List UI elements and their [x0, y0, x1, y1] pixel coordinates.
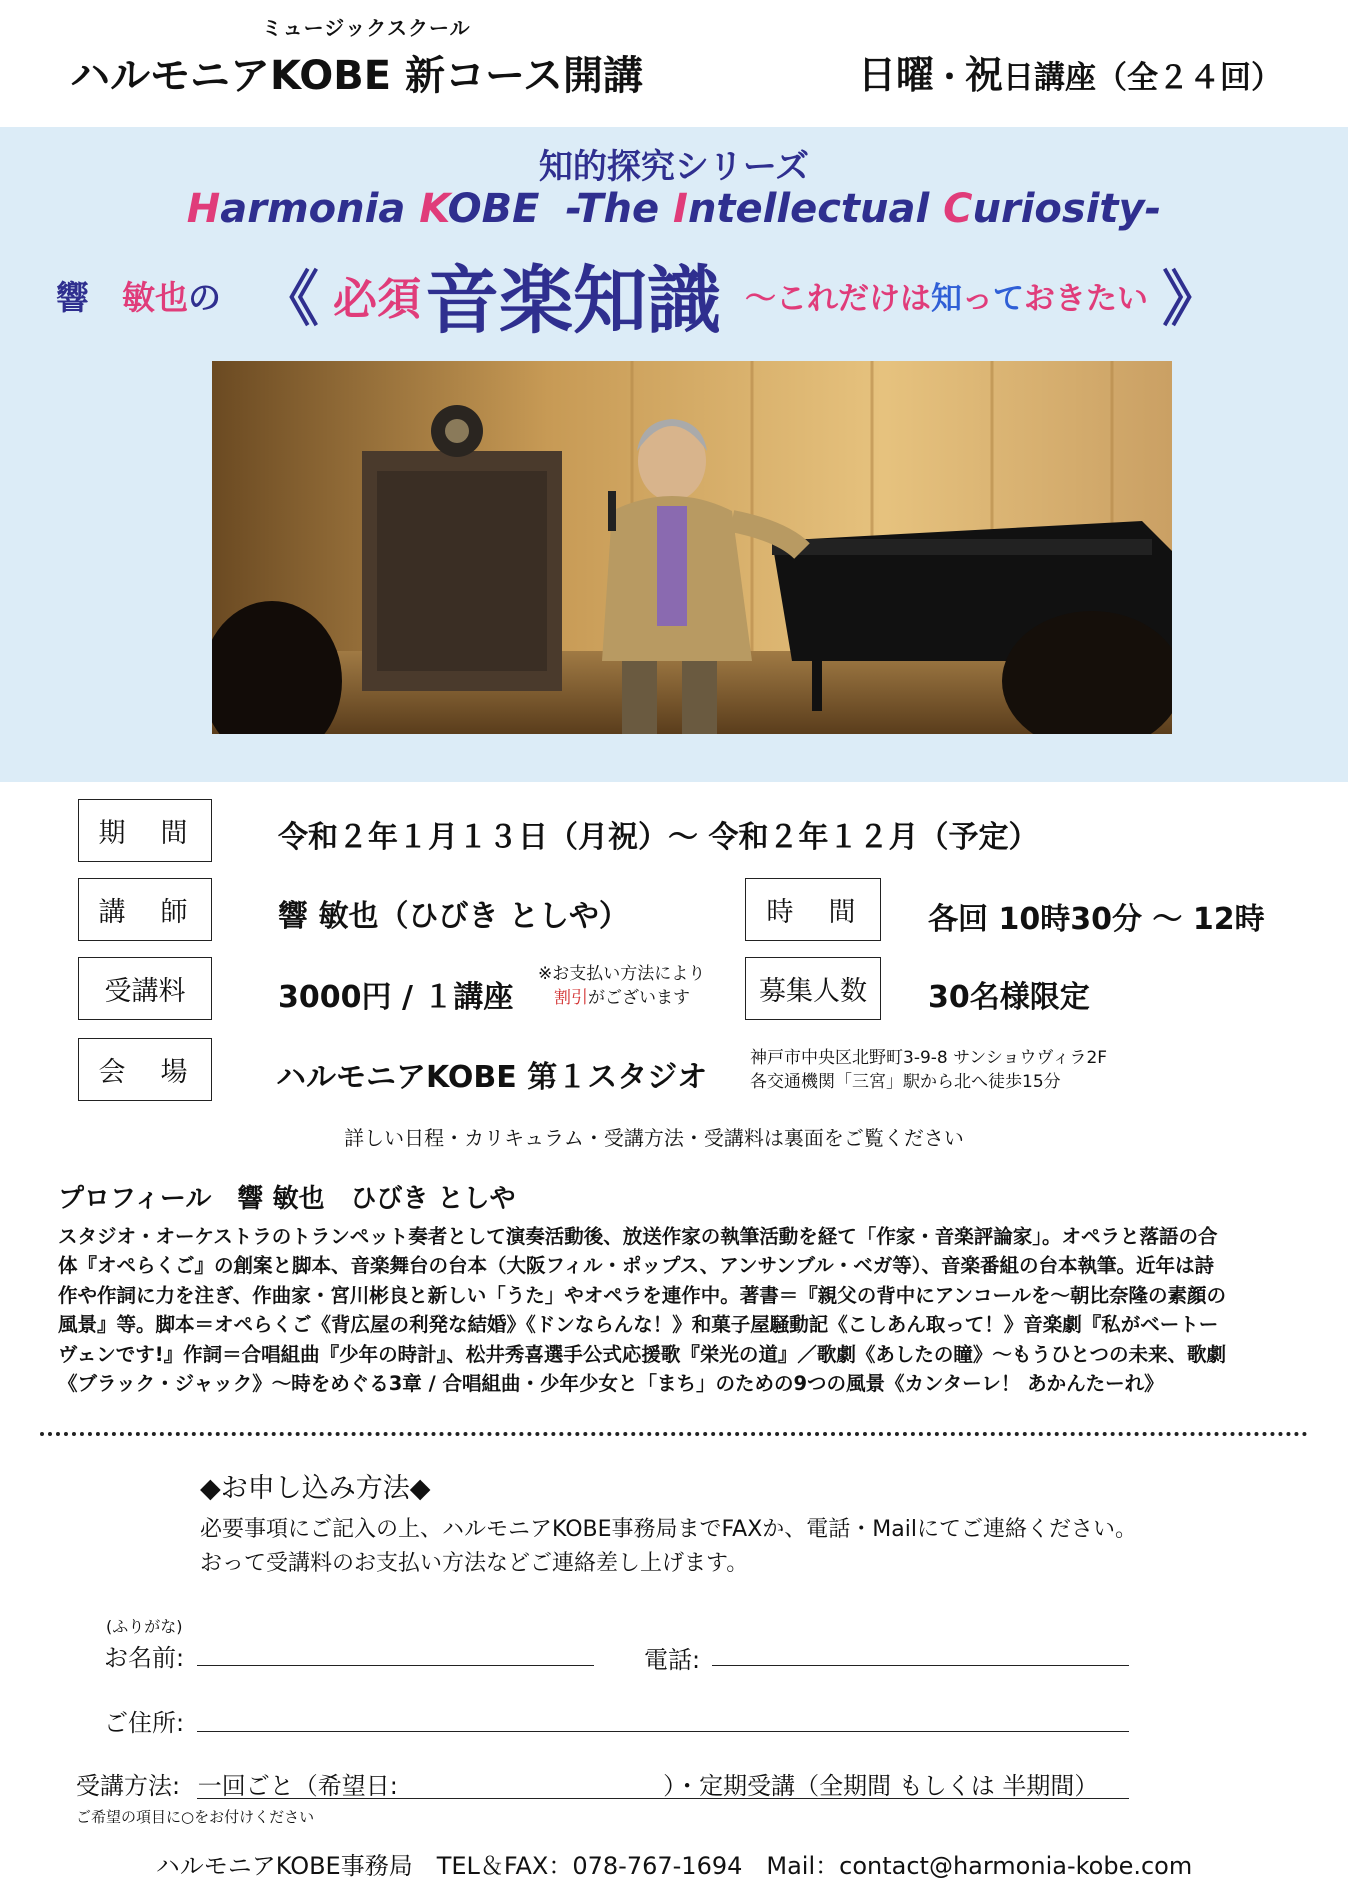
capacity-value: 30名様限定 [928, 980, 1090, 1015]
school-title: ハルモニアKOBE 新コース開講 [70, 53, 643, 99]
method-regular[interactable]: ）・定期受講（全期間 もしくは 半期間） [663, 1772, 1099, 1800]
subtitle-c: っ [962, 280, 993, 317]
period-value: 令和２年１月１３日（月祝）〜 令和２年１２月（予定） [278, 820, 1039, 855]
method-row [76, 1766, 1098, 1801]
fee-label: 受講料 [78, 957, 212, 1020]
fee-note [538, 962, 705, 1010]
profile-line: 体『オペらくご』の創案と脚本、音楽舞台の台本（大阪フィル・ポップス、アンサンブル・ベガ等）、音楽番組の台本執筆。近年は詩 [58, 1254, 1214, 1278]
schedule-sunday: 日曜 [858, 53, 935, 97]
tagline-k: K [419, 186, 448, 232]
fee-value: 3000円 / １講座 [278, 980, 514, 1015]
schedule-label [858, 44, 1282, 99]
course-must: 必須 [333, 274, 421, 325]
tagline-obe: OBE [447, 186, 540, 232]
schedule-rest: 日講座（全２４回） [1003, 60, 1283, 96]
method-note: ご希望の項目に○をお付けください [76, 1808, 315, 1826]
dotted-divider [40, 1432, 1308, 1436]
phone-field[interactable] [712, 1664, 1129, 1666]
apply-line1: 必要事項にご記入の上、ハルモニアKOBE事務局までFAXか、電話・Mailにてご連絡ください。 [200, 1517, 1137, 1542]
method-once[interactable]: 一回ごと（希望日: [197, 1772, 398, 1800]
tagline-the: -The [565, 186, 674, 232]
profile-line: 風景』等。脚本＝オペらくご《背広屋の利発な結婚》《ドンならんな！》和菓子屋騒動記《こしあん取って！》音楽劇『私がベートー [58, 1313, 1219, 1337]
name-label: お名前: [104, 1644, 185, 1672]
tagline-armonia: armonia [220, 186, 420, 232]
fee-note-discount: 割引 [554, 988, 588, 1008]
lecture-photo-illustration [212, 361, 1172, 734]
tagline-uriosity: uriosity- [972, 186, 1162, 232]
method-label: 受講方法: [76, 1772, 181, 1800]
capacity-label: 募集人数 [745, 957, 881, 1020]
schedule-holiday: 祝 [965, 53, 1004, 97]
tagline-h: H [186, 186, 221, 232]
address-line2: 各交通機関「三宮」駅から北へ徒歩15分 [750, 1072, 1061, 1092]
profile-line: 作や作詞に力を注ぎ、作曲家・宮川彬良と新しい「うた」やオペラを連作中。著書＝『親父の背中にアンコールを〜朝比奈隆の素顔の [58, 1283, 1227, 1307]
course-subtitle [745, 273, 1148, 318]
subtitle-a: 〜これだけは [745, 280, 931, 317]
lecture-photo [212, 361, 1172, 734]
period-label: 期 間 [78, 799, 212, 862]
profile-line: スタジオ・オーケストラのトランペット奏者として演奏活動後、放送作家の執筆活動を経て「作家・音楽評論家」。オペラと落語の合 [58, 1225, 1218, 1248]
course-title-line [56, 252, 1236, 344]
venue-address [750, 1046, 1107, 1094]
school-ruby: ミュージックスクール [262, 16, 471, 40]
lecturer-family: 響 [56, 277, 89, 317]
english-tagline [0, 186, 1348, 232]
address-label: ご住所: [104, 1709, 185, 1737]
tagline-c: C [943, 186, 973, 232]
lecturer-given: 敏也 [122, 277, 188, 317]
venue-value: ハルモニアKOBE 第１スタジオ [276, 1060, 708, 1095]
profile-line: 《ブラック・ジャック》〜時をめぐる3章 / 合唱組曲・少年少女と「まち」のための9つの風景《カンターレ！ あかんたーれ》 [58, 1372, 1164, 1396]
tagline-ntellectual: ntellectual [687, 186, 944, 232]
subtitle-b: 知 [931, 280, 962, 317]
time-label: 時 間 [745, 878, 881, 941]
fee-note-line1: ※お支払い方法により [538, 964, 706, 984]
course-big-title: 音楽知識 [425, 258, 721, 344]
series-title: 知的探究シリーズ [538, 147, 810, 187]
lecturer-no: の [188, 277, 221, 317]
furigana-label: (ふりがな) [106, 1617, 183, 1636]
profile-line: ヴェンです!』作詞＝合唱組曲『少年の時計』、松井秀喜選手公式応援歌『栄光の道』／歌劇《あしたの瞳》〜もうひとつの未来、歌劇 [58, 1342, 1226, 1366]
phone-label: 電話: [644, 1646, 701, 1674]
footer-contact: ハルモニアKOBE事務局 TEL＆FAX：078-767-1694 Mail：contact@harmonia-kobe.com [155, 1852, 1193, 1880]
bracket-close: 》 [1162, 265, 1222, 335]
venue-label: 会 場 [78, 1038, 212, 1101]
subtitle-d: て [993, 280, 1024, 317]
apply-title: ◆お申し込み方法◆ [200, 1473, 431, 1504]
apply-instructions [200, 1513, 1137, 1581]
teacher-label: 講 師 [78, 878, 212, 941]
address-field[interactable] [197, 1730, 1129, 1732]
apply-line2: おって受講料のお支払い方法などご連絡差し上げます。 [200, 1551, 749, 1576]
profile-body [58, 1222, 1290, 1398]
teacher-value: 響 敏也（ひびき としや） [278, 899, 629, 934]
schedule-dot: ・ [934, 60, 966, 96]
profile-title: プロフィール 響 敏也 ひびき としや [58, 1184, 516, 1214]
name-field[interactable] [197, 1664, 594, 1666]
address-line1: 神戸市中央区北野町3-9-8 サンショウヴィラ2F [750, 1048, 1108, 1068]
fee-note-rest: がございます [588, 988, 690, 1008]
bracket-open: 《 [259, 265, 319, 335]
time-value: 各回 10時30分 〜 12時 [928, 902, 1265, 937]
lecturer-name [56, 272, 221, 319]
tagline-i: I [673, 186, 688, 232]
method-underline [197, 1797, 1129, 1799]
fee-note-line2 [538, 986, 705, 1010]
details-note: 詳しい日程・カリキュラム・受講方法・受講料は裏面をご覧ください [344, 1126, 964, 1150]
subtitle-e: おきたい [1024, 280, 1148, 317]
